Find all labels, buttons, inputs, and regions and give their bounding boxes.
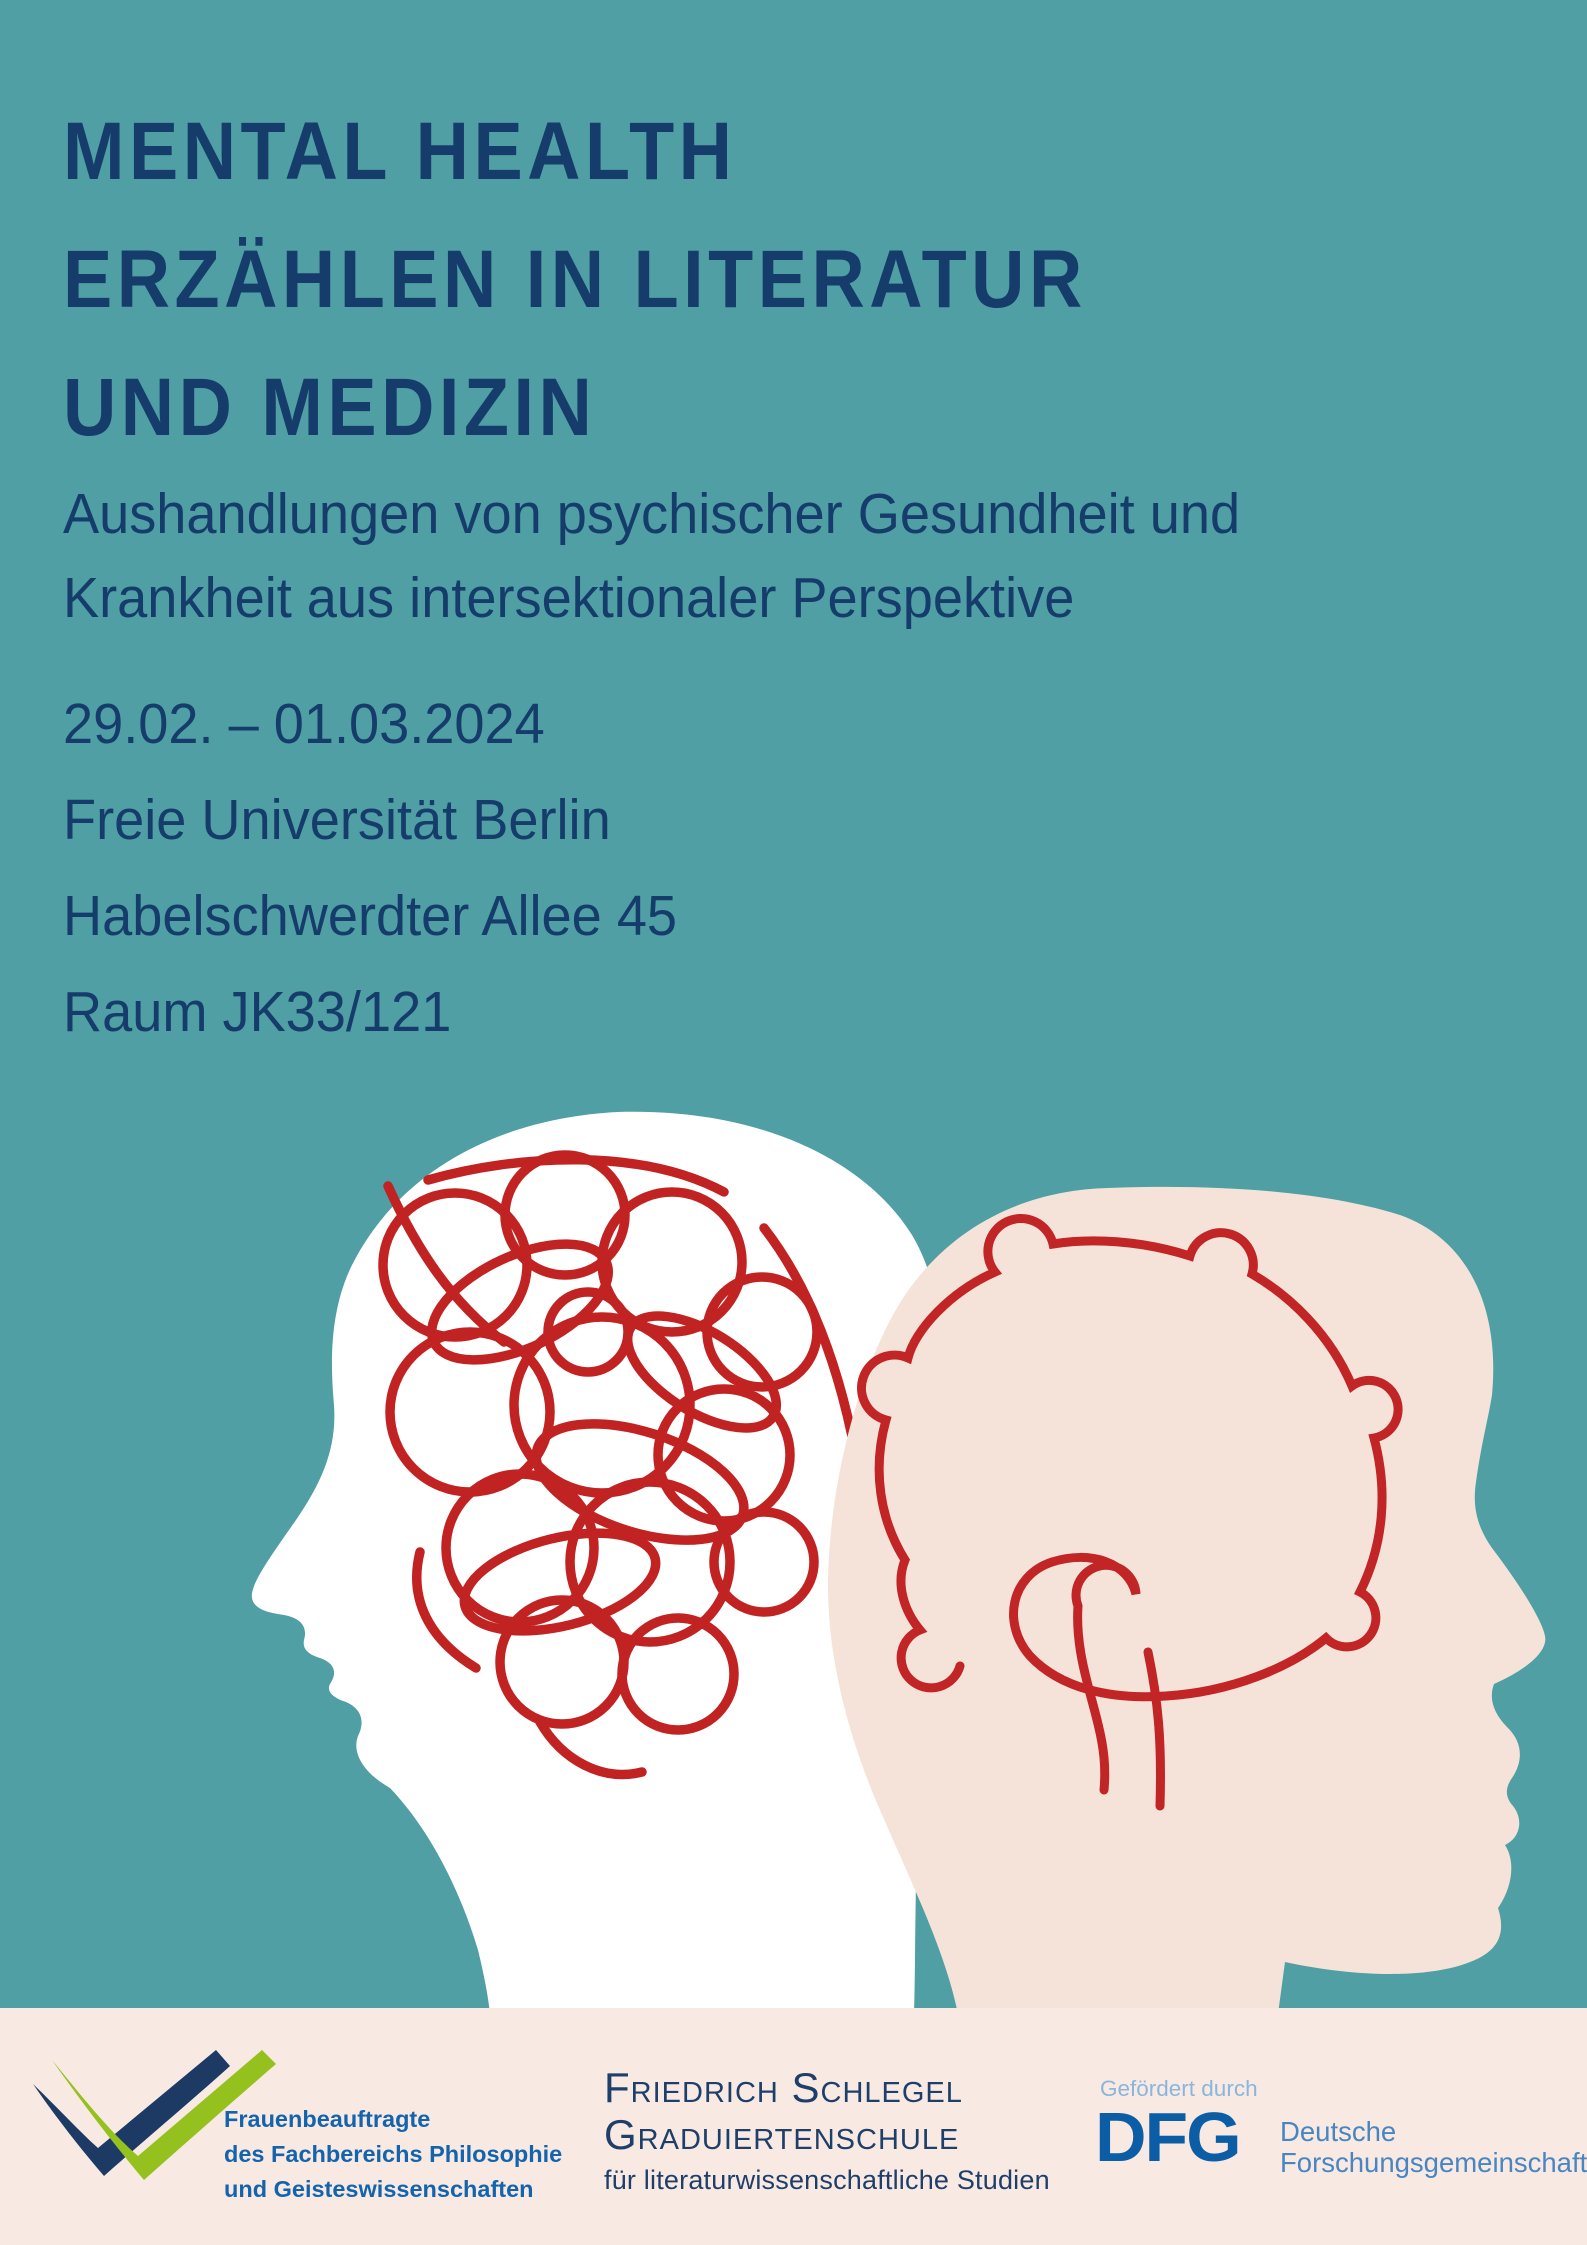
frauenbeauftragte-line-1: Frauenbeauftragte [224, 2106, 431, 2132]
event-date: 29.02. – 01.03.2024 [63, 692, 545, 756]
brainstem-line [1148, 1652, 1161, 1806]
frauenbeauftragte-label [224, 2102, 562, 2207]
graduiertenschule-line-3: für literaturwissenschaftliche Studien [604, 2165, 1050, 2195]
right-head-silhouette [828, 1187, 1545, 2014]
left-head-silhouette [252, 1112, 949, 2014]
dfg-wordmark: DFG [1095, 2098, 1240, 2176]
dfg-name-label [1280, 2116, 1587, 2178]
subtitle-line-1: Aushandlungen von psychischer Gesundheit und [63, 482, 1241, 546]
subtitle-line-2: Krankheit aus intersektionaler Perspektive [63, 566, 1075, 630]
poster-subtitle [63, 472, 1302, 640]
graduiertenschule-line-2: Graduiertenschule [604, 2111, 960, 2158]
frauenbeauftragte-line-3: und Geisteswissenschaften [224, 2176, 534, 2202]
dfg-name-line-1: Deutsche [1280, 2116, 1397, 2147]
title-line-1: MENTAL HEALTH [63, 106, 737, 197]
title-line-2: ERZÄHLEN IN LITERATUR [63, 234, 1087, 325]
dfg-funded-by-label: Gefördert durch [1100, 2076, 1258, 2101]
event-room: Raum JK33/121 [63, 980, 452, 1044]
graduiertenschule-logo [604, 2064, 1050, 2197]
sponsor-footer [0, 2008, 1587, 2245]
brain-line-icon [862, 1219, 1399, 1806]
title-line-3: UND MEDIZIN [63, 362, 597, 453]
event-university: Freie Universität Berlin [63, 788, 611, 852]
dfg-name-line-2: Forschungsgemeinschaft [1280, 2147, 1587, 2178]
tangled-scribble-icon [383, 1155, 852, 1774]
poster-title [63, 88, 1201, 472]
event-address: Habelschwerdter Allee 45 [63, 884, 678, 948]
graduiertenschule-line-1: Friedrich Schlegel [604, 2064, 963, 2111]
frauenbeauftragte-line-2: des Fachbereichs Philosophie [224, 2141, 563, 2167]
event-details [63, 676, 709, 1060]
